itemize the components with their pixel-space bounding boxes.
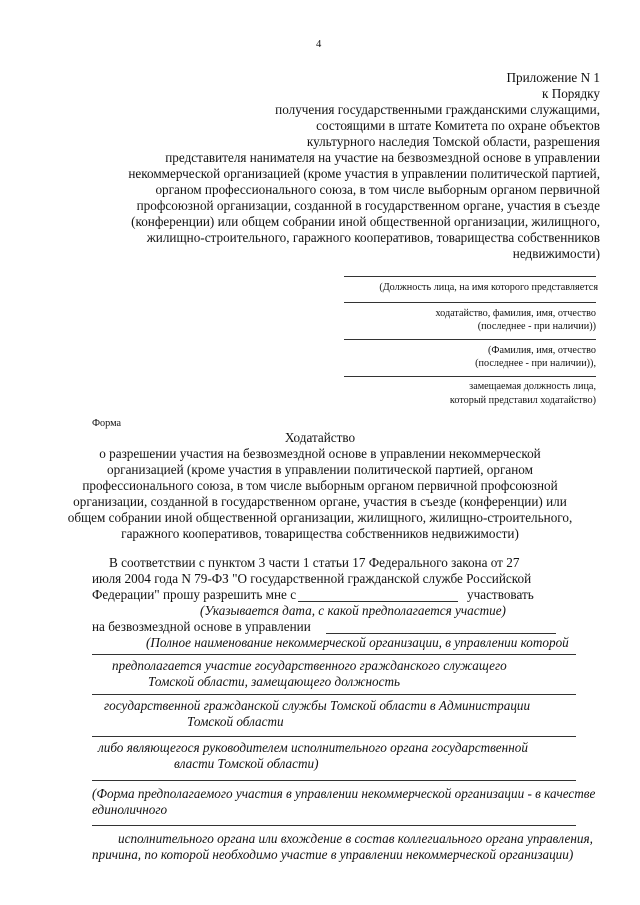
field-caption: который представил ходатайство) xyxy=(449,395,596,406)
header-line: Приложение N 1 xyxy=(506,70,600,85)
body-line: Федерации" прошу разрешить мне с xyxy=(92,587,297,602)
form-label: Форма xyxy=(92,418,121,429)
subtitle-line: о разрешении участия на безвозмездной основе в управлении некоммерческой xyxy=(99,446,541,461)
fill-line xyxy=(344,302,596,303)
header-line: органом профессионального союза, в том числе выборным органом первичной xyxy=(155,182,600,197)
body-line: июля 2004 года N 79-ФЗ "О государственной гражданской службе Российской xyxy=(92,571,532,586)
header-line: жилищно-строительного, гаражного кооперативов, товарищества собственников xyxy=(146,230,600,245)
fill-line xyxy=(344,376,596,377)
page-number: 4 xyxy=(316,39,322,50)
fill-line xyxy=(92,694,576,695)
hint-line: либо являющегося руководителем исполнительного органа государственной xyxy=(98,740,528,755)
fill-line xyxy=(92,825,576,826)
field-caption: (последнее - при наличии)) xyxy=(477,321,596,332)
body-line: В соответствии с пунктом 3 части 1 статьи 17 Федерального закона от 27 xyxy=(109,555,520,570)
header-line: представителя нанимателя на участие на безвозмездной основе в управлении xyxy=(165,150,600,165)
fill-line xyxy=(92,654,576,655)
field-caption: замещаемая должность лица, xyxy=(469,381,596,392)
hint-line: предполагается участие государственного гражданского служащего xyxy=(112,658,507,673)
fill-line xyxy=(344,339,596,340)
fill-line xyxy=(92,736,576,737)
body-line: на безвозмездной основе в управлении xyxy=(92,619,311,634)
hint-line: (Указывается дата, с какой предполагается участие) xyxy=(200,603,506,618)
subtitle-line: гаражного кооперативов, товарищества собственников недвижимости) xyxy=(121,526,519,541)
subtitle-line: организации, созданной в государственном органе, участия в съезде (конференции) или xyxy=(73,494,567,509)
body-line: участвовать xyxy=(467,587,534,602)
petition-title: Ходатайство xyxy=(284,430,356,445)
header-line: профсоюзной организации, созданной в государственном органе, участия в съезде xyxy=(136,198,600,213)
date-fill-line xyxy=(298,601,458,602)
subtitle-line: организацией (кроме участия в управлении политической партией, органом xyxy=(106,462,533,477)
field-caption: (Фамилия, имя, отчество xyxy=(488,345,596,356)
header-line: к Порядку xyxy=(541,86,600,101)
org-fill-line xyxy=(326,633,556,634)
hint-line: Томской области, замещающего должность xyxy=(148,674,400,689)
subtitle-line: профессионального союза, в том числе выборным органом первичной профсоюзной xyxy=(82,478,558,493)
subtitle-line: общем собрании иной общественной организации, жилищного, жилищно-строительного, xyxy=(67,510,573,525)
hint-line: (Форма предполагаемого участия в управлении некоммерческой организации - в качестве xyxy=(92,786,596,801)
field-caption: (Должность лица, на имя которого представляется xyxy=(379,282,598,293)
hint-line: причина, по которой необходимо участие в управлении некоммерческой организации) xyxy=(92,847,574,862)
hint-line: государственной гражданской службы Томской области в Администрации xyxy=(104,698,531,713)
header-line: получения государственными гражданскими служащими, xyxy=(275,102,600,117)
hint-line: власти Томской области) xyxy=(174,756,319,771)
header-line: состоящими в штате Комитета по охране объектов xyxy=(316,118,600,133)
hint-line: исполнительного органа или вхождение в состав коллегиального органа управления, xyxy=(118,831,593,846)
header-line: недвижимости) xyxy=(512,246,600,261)
header-line: (конференции) или общем собрании иной общественной организации, жилищного, xyxy=(131,214,600,229)
header-line: культурного наследия Томской области, разрешения xyxy=(306,134,600,149)
field-caption: (последнее - при наличии)), xyxy=(475,358,596,369)
field-caption: ходатайство, фамилия, имя, отчество xyxy=(435,308,596,319)
hint-line: (Полное наименование некоммерческой организации, в управлении которой xyxy=(146,635,569,650)
fill-line xyxy=(92,780,576,781)
header-line: некоммерческой организацией (кроме участия в управлении политической партией, xyxy=(128,166,600,181)
fill-line xyxy=(344,276,596,277)
hint-line: Томской области xyxy=(187,714,284,729)
hint-line: единоличного xyxy=(92,802,168,817)
